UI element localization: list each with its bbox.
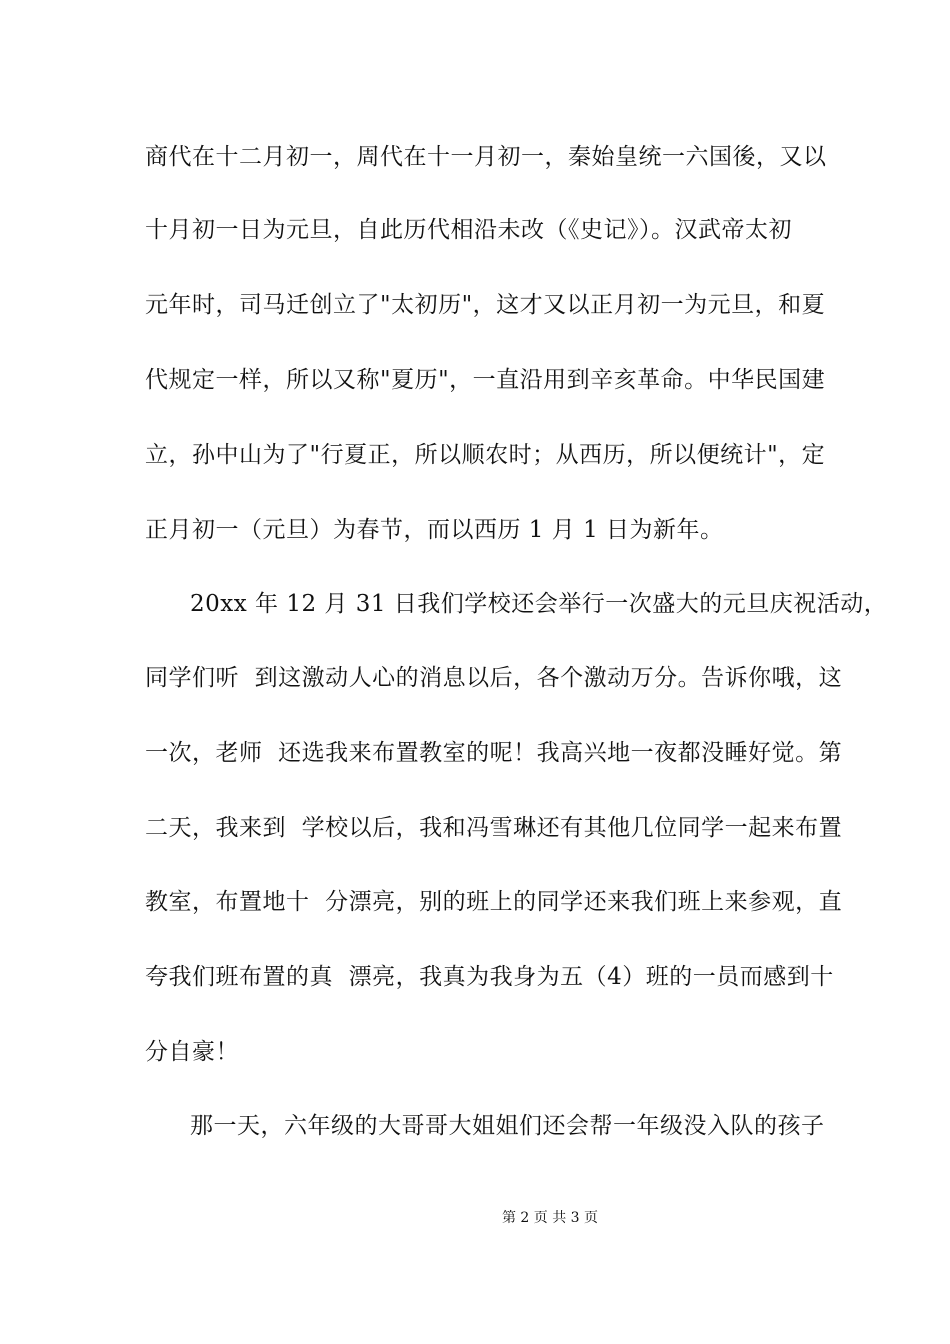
- text-line: 代规定一样，所以又称"夏历"，一直沿用到辛亥革命。中华民国建: [145, 367, 826, 393]
- text-line: 元年时，司马迁创立了"太初历"，这才又以正月初一为元旦，和夏: [145, 292, 826, 318]
- text-line: 20xx 年 12 月 31 日我们学校还会举行一次盛大的元旦庆祝活动，: [190, 591, 888, 617]
- page-number-footer: 第 2 页 共 3 页: [501, 1210, 599, 1226]
- text-line: 分自豪！: [145, 1039, 239, 1065]
- text-line: 正月初一（元旦）为春节，而以西历 1 月 1 日为新年。: [145, 517, 724, 543]
- text-line: 十月初一日为元旦，自此历代相沿未改（《史记》）。汉武帝太初: [145, 217, 792, 243]
- text-line: 教室，布置地十 分漂亮，别的班上的同学还来我们班上来参观，直: [145, 889, 843, 915]
- text-line: 夸我们班布置的真 漂亮，我真为我身为五（4）班的一员而感到十: [145, 964, 834, 990]
- text-line: 一次，老师 还选我来布置教室的呢！我高兴地一夜都没睡好觉。第: [145, 740, 843, 766]
- text-line: 那一天，六年级的大哥哥大姐姐们还会帮一年级没入队的孩子: [190, 1113, 825, 1139]
- text-line: 立，孙中山为了"行夏正，所以顺农时；从西历，所以便统计"，定: [145, 442, 826, 468]
- text-line: 商代在十二月初一，周代在十一月初一，秦始皇统一六国後，又以: [145, 144, 827, 170]
- text-line: 同学们听 到这激动人心的消息以后，各个激动万分。告诉你哦，这: [145, 665, 843, 691]
- text-line: 二天，我来到 学校以后，我和冯雪琳还有其他几位同学一起来布置: [145, 815, 843, 841]
